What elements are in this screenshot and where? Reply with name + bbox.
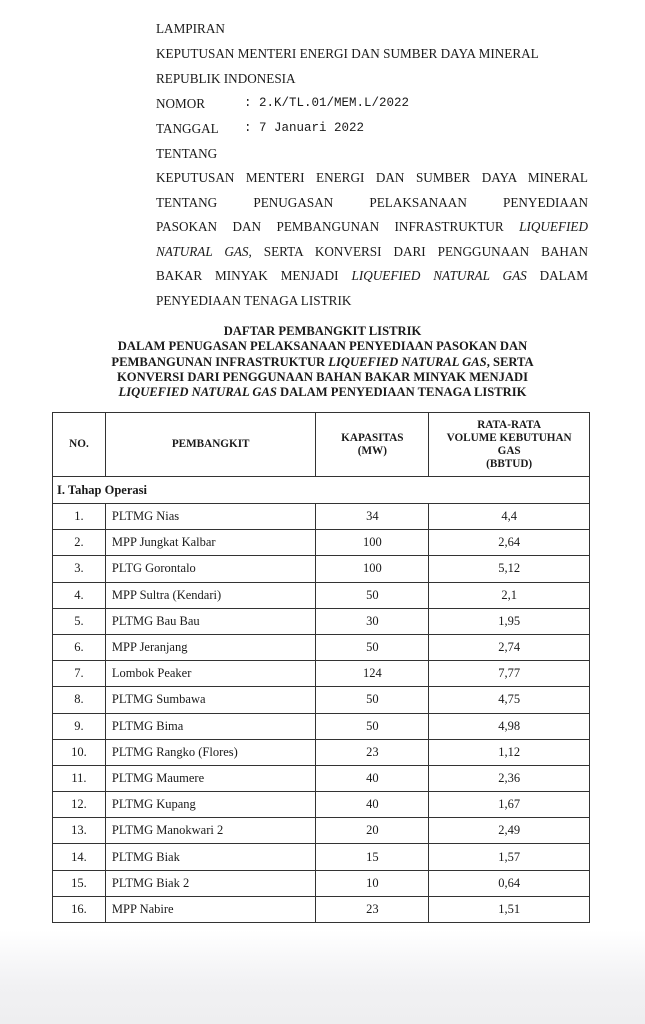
- decree-issuer-line: KEPUTUSAN MENTERI ENERGI DAN SUMBER DAYA MINERAL: [156, 46, 539, 61]
- table-row: [53, 818, 590, 844]
- col-header-kapasitas: [316, 413, 429, 477]
- table-row: [53, 844, 590, 870]
- row-number: 14.: [53, 844, 106, 870]
- decree-country-line: REPUBLIK INDONESIA: [156, 71, 296, 86]
- power-plant-table: [52, 412, 590, 923]
- title-line-5-italic: LIQUEFIED NATURAL GAS: [118, 385, 277, 400]
- tanggal-value: : 7 Januari 2022: [244, 121, 365, 135]
- capacity-value: 50: [316, 687, 429, 713]
- volume-unit: (BBTUD): [486, 457, 533, 470]
- capacity-value: 40: [316, 792, 429, 818]
- title-line-2: DALAM PENUGASAN PELAKSANAAN PENYEDIAAN PASOKAN DAN: [117, 339, 528, 354]
- plant-name: PLTMG Maumere: [105, 765, 316, 791]
- row-number: 4.: [53, 582, 106, 608]
- gas-volume-value: 1,95: [429, 608, 590, 634]
- appendix-header: [156, 16, 588, 313]
- table-header-row: [53, 413, 590, 477]
- capacity-value: 100: [316, 556, 429, 582]
- subject-line-4-italic: NATURAL GAS: [156, 243, 249, 259]
- gas-volume-value: 1,67: [429, 792, 590, 818]
- row-number: 11.: [53, 765, 106, 791]
- gas-volume-value: 2,64: [429, 530, 590, 556]
- table-row: [53, 504, 590, 530]
- row-number: 1.: [53, 504, 106, 530]
- tanggal-row: [156, 116, 588, 141]
- capacity-value: 23: [316, 896, 429, 922]
- subject-line-5: [156, 264, 588, 289]
- subject-line-5-text: BAKAR MINYAK MENJADI: [156, 268, 352, 283]
- plant-name: PLTMG Bima: [105, 713, 316, 739]
- plant-name: PLTG Gorontalo: [105, 556, 316, 582]
- title-line-1: DAFTAR PEMBANGKIT LISTRIK: [223, 324, 422, 338]
- table-row: [53, 896, 590, 922]
- plant-name: PLTMG Nias: [105, 504, 316, 530]
- table-row: [53, 608, 590, 634]
- plant-name: MPP Jeranjang: [105, 634, 316, 660]
- plant-name: MPP Sultra (Kendari): [105, 582, 316, 608]
- plant-name: MPP Jungkat Kalbar: [105, 530, 316, 556]
- row-number: 9.: [53, 713, 106, 739]
- table-row: [53, 739, 590, 765]
- volume-label-2: VOLUME KEBUTUHAN: [446, 431, 572, 444]
- table-row: [53, 556, 590, 582]
- capacity-value: 30: [316, 608, 429, 634]
- subject-line-6: PENYEDIAAN TENAGA LISTRIK: [156, 292, 352, 308]
- gas-volume-value: 2,74: [429, 634, 590, 660]
- plant-name: PLTMG Kupang: [105, 792, 316, 818]
- subject-line-5-italic: LIQUEFIED NATURAL GAS: [351, 268, 527, 283]
- decree-subject: [156, 166, 588, 313]
- gas-volume-value: 0,64: [429, 870, 590, 896]
- capacity-value: 124: [316, 661, 429, 687]
- gas-volume-value: 4,4: [429, 504, 590, 530]
- capacity-value: 40: [316, 765, 429, 791]
- plant-name: PLTMG Rangko (Flores): [105, 739, 316, 765]
- section-label: I. Tahap Operasi: [53, 477, 590, 504]
- gas-volume-value: 4,98: [429, 713, 590, 739]
- row-number: 8.: [53, 687, 106, 713]
- row-number: 3.: [53, 556, 106, 582]
- kapasitas-label: KAPASITAS: [341, 431, 404, 444]
- capacity-value: 100: [316, 530, 429, 556]
- kapasitas-unit: (MW): [357, 444, 387, 457]
- col-header-volume-gas: [429, 413, 590, 477]
- gas-volume-value: 1,12: [429, 739, 590, 765]
- row-number: 5.: [53, 608, 106, 634]
- row-number: 15.: [53, 870, 106, 896]
- gas-volume-value: 1,51: [429, 896, 590, 922]
- row-number: 12.: [53, 792, 106, 818]
- capacity-value: 50: [316, 582, 429, 608]
- plant-name: PLTMG Bau Bau: [105, 608, 316, 634]
- row-number: 16.: [53, 896, 106, 922]
- gas-volume-value: 4,75: [429, 687, 590, 713]
- table-row: [53, 687, 590, 713]
- title-line-3: [40, 355, 605, 370]
- subject-line-2: TENTANG PENUGASAN PELAKSANAAN PENYEDIAAN: [156, 194, 588, 210]
- tentang-label: TENTANG: [156, 146, 218, 161]
- nomor-value: : 2.K/TL.01/MEM.L/2022: [244, 96, 410, 110]
- capacity-value: 50: [316, 634, 429, 660]
- table-row: [53, 582, 590, 608]
- section-row: [53, 477, 590, 504]
- table-row: [53, 661, 590, 687]
- table-row: [53, 792, 590, 818]
- gas-volume-value: 5,12: [429, 556, 590, 582]
- plant-name: MPP Nabire: [105, 896, 316, 922]
- volume-label-1: RATA-RATA: [477, 418, 542, 431]
- nomor-row: [156, 91, 588, 116]
- title-line-3-tail: , SERTA: [486, 354, 534, 369]
- plant-name: PLTMG Biak 2: [105, 870, 316, 896]
- capacity-value: 10: [316, 870, 429, 896]
- subject-line-1: KEPUTUSAN MENTERI ENERGI DAN SUMBER DAYA MINERAL: [156, 170, 588, 185]
- title-line-5-text: DALAM PENYEDIAAN TENAGA LISTRIK: [276, 385, 527, 400]
- title-line-5: [40, 385, 605, 400]
- capacity-value: 50: [316, 713, 429, 739]
- col-header-no: NO.: [53, 413, 106, 477]
- plant-name: PLTMG Biak: [105, 844, 316, 870]
- row-number: 10.: [53, 739, 106, 765]
- title-line-3-text: PEMBANGUNAN INFRASTRUKTUR: [111, 354, 329, 369]
- subject-line-3-text: PASOKAN DAN PEMBANGUNAN INFRASTRUKTUR: [156, 219, 520, 234]
- row-number: 13.: [53, 818, 106, 844]
- capacity-value: 15: [316, 844, 429, 870]
- scan-shadow: [0, 930, 645, 1024]
- table-row: [53, 870, 590, 896]
- gas-volume-value: 2,1: [429, 582, 590, 608]
- tanggal-label: TANGGAL: [156, 121, 219, 136]
- title-line-4: KONVERSI DARI PENGGUNAAN BAHAN BAKAR MINYAK MENJADI: [117, 369, 528, 384]
- title-line-3-italic: LIQUEFIED NATURAL GAS: [328, 354, 487, 369]
- capacity-value: 34: [316, 504, 429, 530]
- plant-name: PLTMG Manokwari 2: [105, 818, 316, 844]
- subject-line-5-tail: DALAM: [526, 268, 588, 283]
- plant-name: Lombok Peaker: [105, 661, 316, 687]
- gas-volume-value: 2,49: [429, 818, 590, 844]
- subject-line-3-italic: LIQUEFIED: [519, 219, 588, 234]
- nomor-label: NOMOR: [156, 96, 206, 111]
- plant-name: PLTMG Sumbawa: [105, 687, 316, 713]
- row-number: 2.: [53, 530, 106, 556]
- table-row: [53, 765, 590, 791]
- gas-volume-value: 7,77: [429, 661, 590, 687]
- list-title: [40, 324, 605, 400]
- subject-line-3: [156, 215, 588, 240]
- table-row: [53, 713, 590, 739]
- table-row: [53, 530, 590, 556]
- gas-volume-value: 2,36: [429, 765, 590, 791]
- capacity-value: 20: [316, 818, 429, 844]
- gas-volume-value: 1,57: [429, 844, 590, 870]
- row-number: 6.: [53, 634, 106, 660]
- subject-line-4-text: , SERTA KONVERSI DARI PENGGUNAAN BAHAN: [248, 243, 588, 259]
- capacity-value: 23: [316, 739, 429, 765]
- volume-label-3: GAS: [497, 444, 521, 457]
- lampiran-label: LAMPIRAN: [156, 21, 225, 36]
- table-row: [53, 634, 590, 660]
- subject-line-4: [156, 240, 588, 265]
- row-number: 7.: [53, 661, 106, 687]
- col-header-pembangkit: PEMBANGKIT: [105, 413, 316, 477]
